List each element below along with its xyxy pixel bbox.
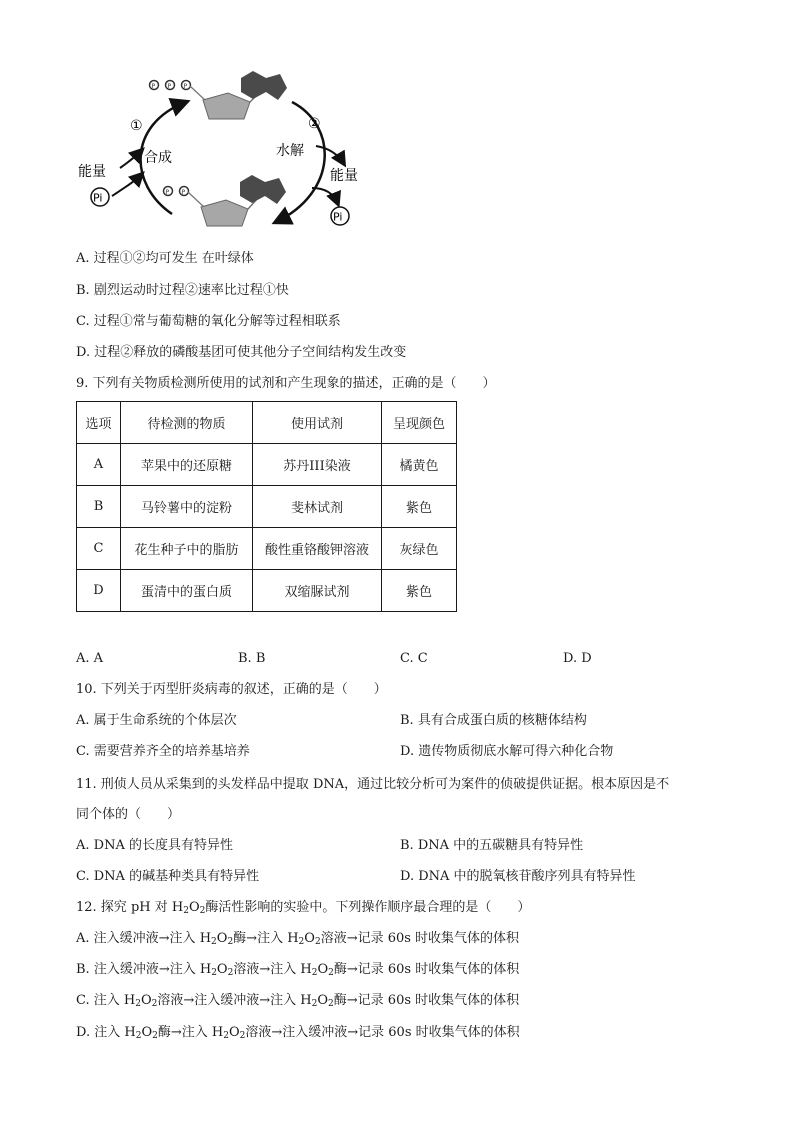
q8-option-c: C. 过程①常与葡萄糖的氧化分解等过程相联系 (76, 314, 341, 329)
table-cell: 橘黄色 (382, 444, 457, 486)
table-row (77, 570, 457, 612)
adenine-hexagon (240, 175, 265, 203)
pi-input-label: Pi (93, 191, 103, 205)
q11-option-b: B. DNA 中的五碳糖具有特异性 (400, 838, 584, 853)
q11-stem-line-2: 同个体的（ ） (76, 807, 181, 822)
adp-molecule (164, 175, 287, 226)
table-cell: A (77, 444, 121, 486)
table-header-cell: 使用试剂 (253, 402, 382, 444)
phosphate-label: P (151, 83, 156, 90)
q9-option-c: C. C (400, 651, 428, 666)
pi-output-label: Pi (333, 210, 343, 224)
q9-reagent-table (76, 401, 457, 612)
adenine-hexagon (241, 71, 266, 99)
table-cell: 马铃薯中的淀粉 (121, 486, 253, 528)
table-cell: 灰绿色 (382, 528, 457, 570)
table-row (77, 528, 457, 570)
q12-option-c: C. 注入 $H_2O_2$溶液→注入缓冲液→注入 $H_2O_2$酶→记录 60s 时收集气体的体积 (76, 993, 520, 1009)
energy-output-arrow (316, 146, 344, 164)
adenine-pentagon (266, 74, 287, 100)
q8-option-b: B. 剧烈运动时过程②速率比过程①快 (76, 283, 289, 298)
q10-option-a: A. 属于生命系统的个体层次 (76, 713, 237, 728)
q9-option-d: D. D (563, 651, 592, 666)
q10-option-b: B. 具有合成蛋白质的核糖体结构 (400, 713, 587, 728)
q11-option-a: A. DNA 的长度具有特异性 (76, 838, 233, 853)
table-cell: 酸性重铬酸钾溶液 (253, 528, 382, 570)
q10-option-c: C. 需要营养齐全的培养基培养 (76, 744, 250, 759)
table-cell: 双缩脲试剂 (253, 570, 382, 612)
adenine-pentagon (265, 178, 286, 204)
table-row (77, 486, 457, 528)
table-cell: 紫色 (382, 570, 457, 612)
hydrolysis-label: 水解 (276, 143, 304, 159)
q12-stem: 12. 探究 pH 对 $H_2O_2$酶活性影响的实验中。下列操作顺序最合理的是（ ） (76, 900, 531, 916)
q11-option-d: D. DNA 中的脱氧核苷酸序列具有特异性 (400, 869, 636, 884)
q12-option-a: A. 注入缓冲液→注入 $H_2O_2$酶→注入 $H_2O_2$溶液→记录 60s 时收集气体的体积 (76, 931, 520, 947)
atp-adp-cycle-diagram (76, 64, 376, 234)
phosphate-label: P (167, 83, 172, 90)
table-header-cell: 选项 (77, 402, 121, 444)
energy-input-label: 能量 (78, 164, 106, 180)
table-cell: C (77, 528, 121, 570)
q12-option-b: B. 注入缓冲液→注入 $H_2O_2$溶液→注入 $H_2O_2$酶→记录 60s 时收集气体的体积 (76, 962, 520, 978)
table-cell: 斐林试剂 (253, 486, 382, 528)
table-cell: 紫色 (382, 486, 457, 528)
q10-stem: 10. 下列关于丙型肝炎病毒的叙述，正确的是（ ） (76, 682, 387, 697)
table-header-cell: 呈现颜色 (382, 402, 457, 444)
q9-option-a: A. A (76, 651, 104, 666)
step-1-marker: ① (130, 118, 143, 134)
q9-stem: 9. 下列有关物质检测所使用的试剂和产生现象的描述，正确的是（ ） (76, 376, 496, 391)
energy-output-label: 能量 (330, 168, 358, 184)
q9-option-b: B. B (238, 651, 266, 666)
q11-stem-line-1: 11. 刑侦人员从采集到的头发样品中提取 DNA，通过比较分析可为案件的侦破提供证据。根本原因是不 (76, 777, 670, 792)
q8-option-a: A. 过程①②均可发生 在叶绿体 (76, 251, 254, 266)
table-cell: 蛋清中的蛋白质 (121, 570, 253, 612)
pi-output-arrow (312, 188, 338, 204)
table-header-row (77, 402, 457, 444)
energy-input-arrow (120, 150, 142, 168)
table-cell: 苹果中的还原糖 (121, 444, 253, 486)
q12-option-d: D. 注入 $H_2O_2$酶→注入 $H_2O_2$溶液→注入缓冲液→记录 60s 时收集气体的体积 (76, 1025, 520, 1041)
atp-adp-cycle-svg (76, 64, 376, 234)
table-cell: 苏丹III染液 (253, 444, 382, 486)
table-cell: 花生种子中的脂肪 (121, 528, 253, 570)
synthesis-label: 合成 (144, 150, 172, 166)
phosphate-label: P (165, 189, 170, 196)
table-row (77, 444, 457, 486)
q8-option-d: D. 过程②释放的磷酸基团可使其他分子空间结构发生改变 (76, 345, 407, 360)
phosphate-label: P (181, 189, 186, 196)
q11-option-c: C. DNA 的碱基种类具有特异性 (76, 869, 260, 884)
phosphate-label: P (183, 83, 188, 90)
pi-input-arrow (112, 174, 142, 196)
table-cell: B (77, 486, 121, 528)
table-header-cell: 待检测的物质 (121, 402, 253, 444)
ribose-pentagon (201, 200, 248, 226)
table-cell: D (77, 570, 121, 612)
q10-option-d: D. 遗传物质彻底水解可得六种化合物 (400, 744, 614, 759)
step-2-marker: ② (308, 116, 321, 132)
atp-molecule (150, 71, 288, 119)
ribose-pentagon (203, 93, 250, 119)
